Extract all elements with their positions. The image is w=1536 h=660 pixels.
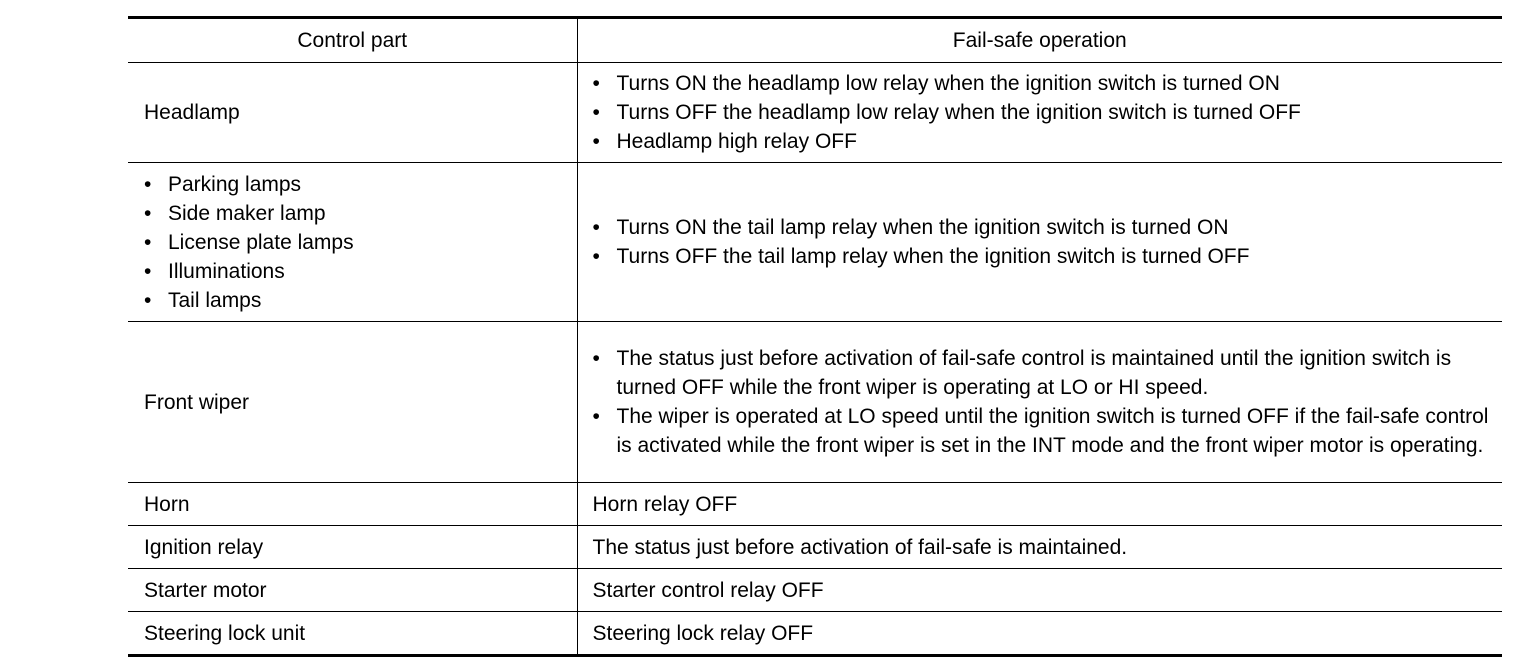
control-part-item: • License plate lamps — [144, 228, 577, 257]
control-part-cell — [128, 569, 577, 612]
operation-item: • The status just before activation of fail-safe control is maintained until the ignition switch is turned OFF while the front wiper is operating at LO or HI speed. — [593, 344, 1495, 402]
operation-item: • Turns ON the headlamp low relay when the ignition switch is turned ON — [593, 69, 1495, 98]
table-row — [128, 63, 1502, 163]
operation-list — [593, 213, 1495, 271]
operation-item: • Turns OFF the headlamp low relay when the ignition switch is turned OFF — [593, 98, 1495, 127]
operation-item: • Headlamp high relay OFF — [593, 127, 1495, 156]
operation-cell — [577, 612, 1502, 656]
operation-cell — [577, 63, 1502, 163]
table-row — [128, 526, 1502, 569]
control-part-cell — [128, 483, 577, 526]
header-fail-safe-operation: Fail-safe operation — [577, 18, 1502, 63]
operation-list — [593, 69, 1495, 156]
control-part-item: • Illuminations — [144, 257, 577, 286]
operation-text: Starter control relay OFF — [592, 578, 824, 602]
control-part-cell — [128, 163, 577, 322]
control-part-item: • Side maker lamp — [144, 199, 577, 228]
table-row — [128, 483, 1502, 526]
operation-item: • The wiper is operated at LO speed until the ignition switch is turned OFF if the fail-safe control is activated while the front wiper is set in the INT mode and the front wiper motor is operating. — [593, 402, 1495, 460]
operation-cell — [577, 526, 1502, 569]
operation-cell — [577, 483, 1502, 526]
operation-item: • Turns OFF the tail lamp relay when the ignition switch is turned OFF — [593, 242, 1495, 271]
control-part-label: Front wiper — [144, 390, 250, 414]
operation-item: • Turns ON the tail lamp relay when the ignition switch is turned ON — [593, 213, 1495, 242]
operation-text: Steering lock relay OFF — [592, 621, 814, 645]
table-row — [128, 612, 1502, 656]
control-part-item: • Parking lamps — [144, 170, 577, 199]
control-part-label: Starter motor — [144, 578, 267, 602]
control-part-label: Horn — [144, 492, 190, 516]
control-part-cell — [128, 526, 577, 569]
control-part-cell — [128, 63, 577, 163]
operation-cell — [577, 322, 1502, 483]
control-part-list — [144, 170, 577, 315]
operation-text: Horn relay OFF — [592, 492, 738, 516]
control-part-label: Headlamp — [144, 101, 240, 124]
header-control-part: Control part — [128, 18, 577, 63]
table-row — [128, 163, 1502, 322]
table-header-row — [128, 18, 1502, 63]
table-row — [128, 569, 1502, 612]
operation-text: The status just before activation of fail-safe is maintained. — [592, 535, 1128, 559]
operation-list — [593, 344, 1495, 460]
fail-safe-table — [128, 16, 1502, 657]
control-part-cell — [128, 612, 577, 656]
control-part-label: Steering lock unit — [144, 621, 306, 645]
control-part-item: • Tail lamps — [144, 286, 577, 315]
table-row — [128, 322, 1502, 483]
control-part-cell — [128, 322, 577, 483]
operation-cell — [577, 163, 1502, 322]
control-part-label: Ignition relay — [144, 535, 264, 559]
operation-cell — [577, 569, 1502, 612]
